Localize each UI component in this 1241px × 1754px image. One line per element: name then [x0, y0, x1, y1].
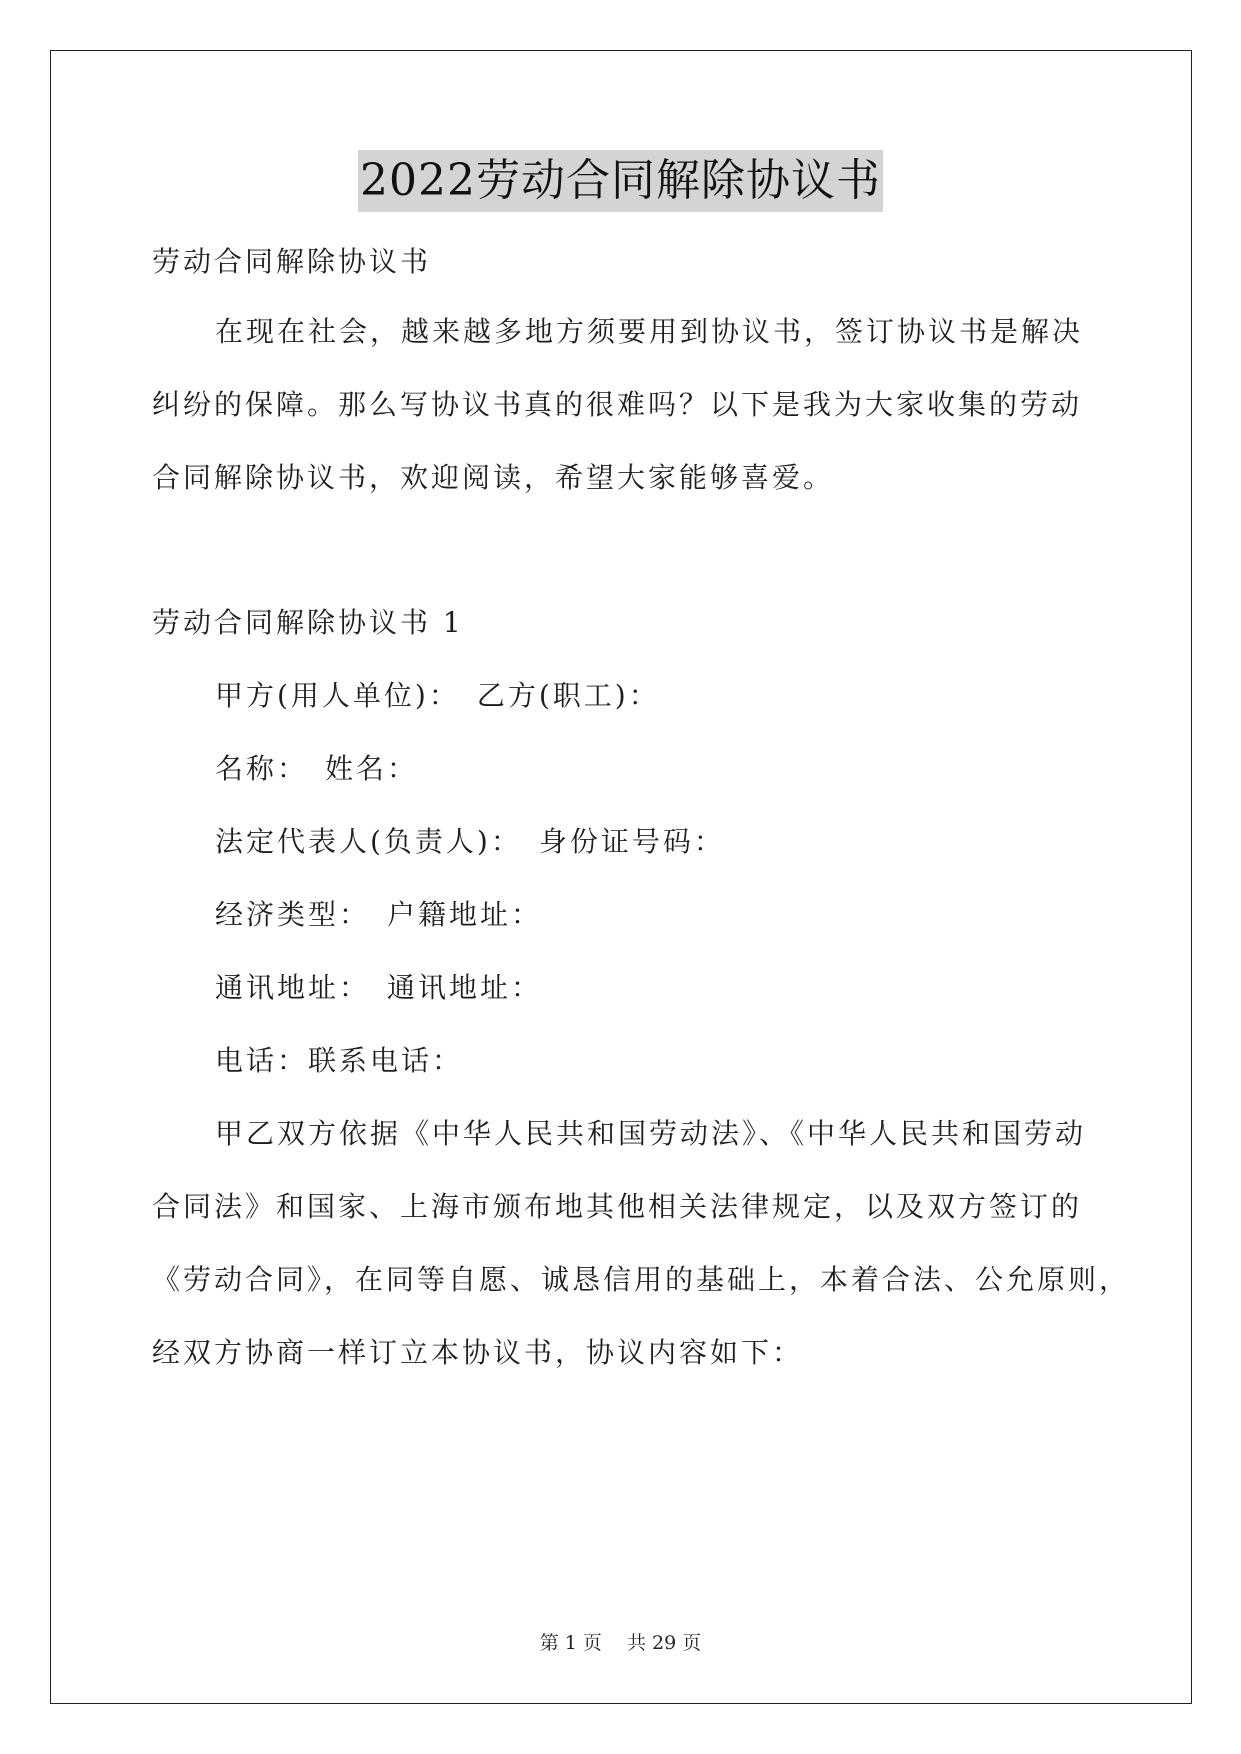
paragraph-line: 合同解除协议书，欢迎阅读，希望大家能够喜爱。: [152, 461, 835, 494]
form-line-party: 甲方(用人单位)： 乙方(职工)：: [215, 679, 660, 712]
paragraph-line: 合同法》和国家、上海市颁布地其他相关法律规定，以及双方签订的: [152, 1190, 1083, 1223]
title-wrap: [0, 150, 1241, 212]
paragraph-line: 经双方协商一样订立本协议书，协议内容如下：: [152, 1336, 804, 1369]
page-number-label: 第 1 页 共 29 页: [539, 1632, 702, 1654]
page-footer: [0, 1628, 1241, 1655]
form-line-phone: 电话：联系电话：: [215, 1044, 464, 1077]
paragraph-line: 纠纷的保障。那么写协议书真的很难吗？以下是我为大家收集的劳动: [152, 388, 1083, 421]
form-line-name: 名称： 姓名：: [215, 752, 419, 785]
subtitle-line: 劳动合同解除协议书: [152, 245, 432, 278]
paragraph-line: 在现在社会，越来越多地方须要用到协议书，签订协议书是解决: [215, 315, 1084, 348]
form-line-economic-type: 经济类型： 户籍地址：: [215, 898, 543, 931]
document-title: 2022劳动合同解除协议书: [358, 150, 883, 212]
form-line-representative: 法定代表人(负责人)： 身份证号码：: [215, 825, 725, 858]
section-heading: 劳动合同解除协议书 1: [152, 606, 464, 639]
form-line-address: 通讯地址： 通讯地址：: [215, 971, 543, 1004]
paragraph-line: 甲乙双方依据《中华人民共和国劳动法》、《中华人民共和国劳动: [215, 1117, 1087, 1150]
page-border: [50, 50, 1192, 1704]
paragraph-line: 《劳动合同》，在同等自愿、诚恳信用的基础上，本着合法、公允原则，: [152, 1263, 1131, 1296]
